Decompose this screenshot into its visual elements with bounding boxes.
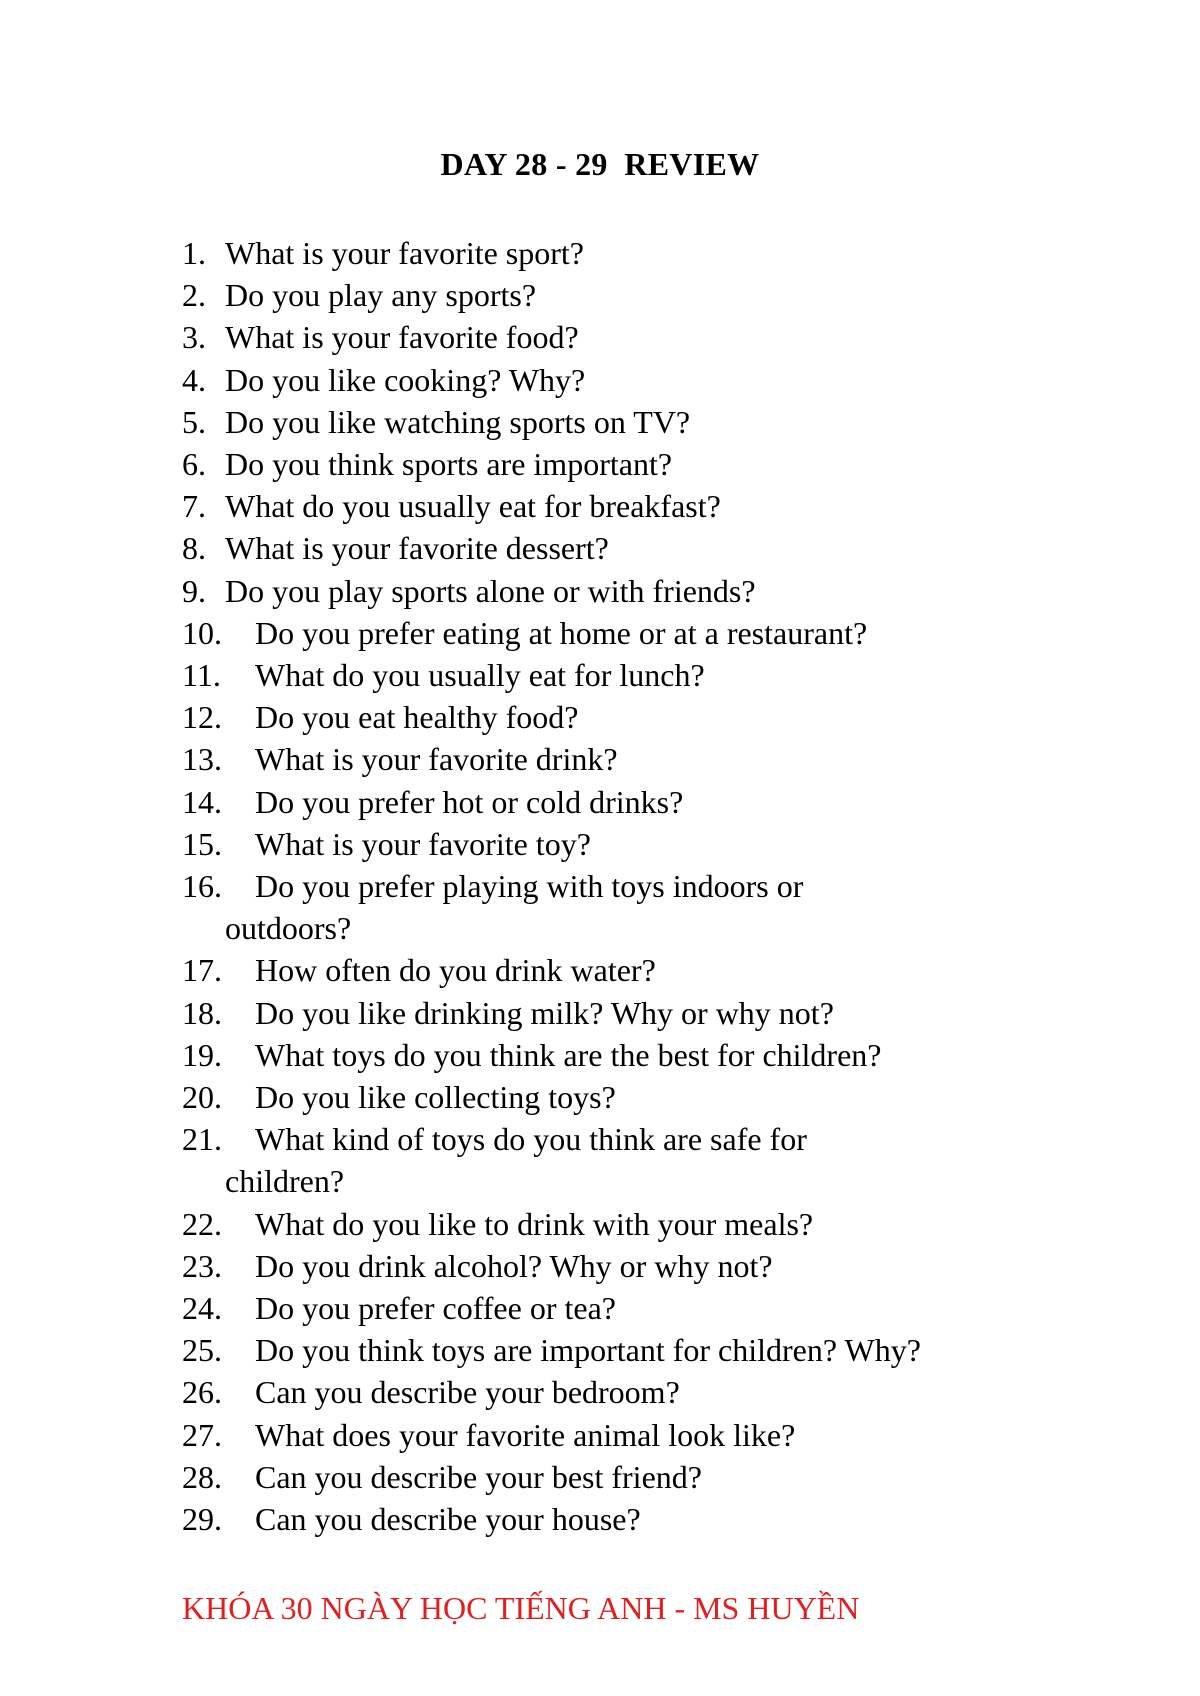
question-text: Do you play sports alone or with friends? bbox=[225, 572, 756, 609]
question-number: 19. bbox=[182, 1036, 222, 1073]
question-number: 15. bbox=[182, 825, 222, 862]
question-text: How often do you drink water? bbox=[255, 952, 656, 989]
question-number: 10. bbox=[182, 614, 222, 651]
question-text: What does your favorite animal look like? bbox=[255, 1416, 796, 1453]
list-item bbox=[182, 865, 1062, 907]
question-number: 9. bbox=[182, 572, 206, 609]
question-text: Do you think toys are important for children? Why? bbox=[255, 1332, 921, 1369]
list-item bbox=[182, 570, 1062, 612]
question-number: 25. bbox=[182, 1332, 222, 1369]
question-number: 3. bbox=[182, 319, 206, 356]
question-text: What do you usually eat for breakfast? bbox=[225, 488, 721, 525]
question-number: 29. bbox=[182, 1501, 222, 1538]
question-text: Can you describe your best friend? bbox=[255, 1458, 702, 1495]
list-item bbox=[182, 274, 1062, 316]
list-item bbox=[182, 232, 1062, 274]
question-text: Do you play any sports? bbox=[225, 277, 537, 314]
question-text: What is your favorite food? bbox=[225, 319, 579, 356]
question-number: 20. bbox=[182, 1079, 222, 1116]
question-text-continuation: children? bbox=[225, 1163, 345, 1200]
list-item bbox=[182, 443, 1062, 485]
question-text: What do you like to drink with your meals? bbox=[255, 1205, 814, 1242]
list-item bbox=[182, 1034, 1062, 1076]
list-item bbox=[182, 992, 1062, 1034]
list-item bbox=[182, 316, 1062, 358]
list-item bbox=[182, 738, 1062, 780]
list-item bbox=[182, 1203, 1062, 1245]
list-item bbox=[182, 1498, 1062, 1540]
question-number: 13. bbox=[182, 741, 222, 778]
list-item bbox=[182, 949, 1062, 991]
question-text: What toys do you think are the best for children? bbox=[255, 1036, 882, 1073]
list-item bbox=[182, 1076, 1062, 1118]
question-number: 17. bbox=[182, 952, 222, 989]
question-number: 28. bbox=[182, 1458, 222, 1495]
question-text: What is your favorite drink? bbox=[255, 741, 618, 778]
list-item-continuation bbox=[182, 907, 1062, 949]
question-number: 21. bbox=[182, 1121, 222, 1158]
question-number: 24. bbox=[182, 1290, 222, 1327]
list-item bbox=[182, 401, 1062, 443]
question-text: Do you like watching sports on TV? bbox=[225, 403, 691, 440]
question-text: Do you prefer playing with toys indoors or bbox=[255, 868, 804, 905]
list-item bbox=[182, 1456, 1062, 1498]
question-number: 11. bbox=[182, 657, 221, 694]
list-item bbox=[182, 1287, 1062, 1329]
list-item bbox=[182, 696, 1062, 738]
question-text: What is your favorite toy? bbox=[255, 825, 591, 862]
page-title: DAY 28 - 29 REVIEW bbox=[440, 146, 760, 182]
list-item bbox=[182, 781, 1062, 823]
question-text: Can you describe your house? bbox=[255, 1501, 641, 1538]
question-number: 23. bbox=[182, 1247, 222, 1284]
question-text: What is your favorite sport? bbox=[225, 235, 584, 271]
question-number: 16. bbox=[182, 868, 222, 905]
question-number: 12. bbox=[182, 699, 222, 736]
question-text: What do you usually eat for lunch? bbox=[255, 657, 705, 694]
question-number: 22. bbox=[182, 1205, 222, 1242]
question-number: 14. bbox=[182, 783, 222, 820]
list-item-continuation bbox=[182, 1160, 1062, 1202]
question-text: Do you think sports are important? bbox=[225, 446, 673, 483]
list-item bbox=[182, 485, 1062, 527]
list-item bbox=[182, 654, 1062, 696]
list-item bbox=[182, 1118, 1062, 1160]
question-number: 4. bbox=[182, 361, 206, 398]
question-text: Do you like drinking milk? Why or why not? bbox=[255, 994, 834, 1031]
list-item bbox=[182, 1329, 1062, 1371]
question-text: Do you prefer eating at home or at a restaurant? bbox=[255, 614, 868, 651]
list-item bbox=[182, 1371, 1062, 1413]
question-number: 26. bbox=[182, 1374, 222, 1411]
question-number: 1. bbox=[182, 235, 206, 271]
question-text: What kind of toys do you think are safe for bbox=[255, 1121, 807, 1158]
question-number: 5. bbox=[182, 403, 206, 440]
list-item bbox=[182, 1245, 1062, 1287]
question-text: Do you drink alcohol? Why or why not? bbox=[255, 1247, 773, 1284]
list-item bbox=[182, 1414, 1062, 1456]
list-item bbox=[182, 823, 1062, 865]
question-number: 27. bbox=[182, 1416, 222, 1453]
question-number: 6. bbox=[182, 446, 206, 483]
list-item bbox=[182, 527, 1062, 569]
question-number: 18. bbox=[182, 994, 222, 1031]
question-number: 7. bbox=[182, 488, 206, 525]
question-text: Do you eat healthy food? bbox=[255, 699, 579, 736]
question-text-continuation: outdoors? bbox=[225, 910, 352, 947]
question-text: Do you prefer coffee or tea? bbox=[255, 1290, 616, 1327]
question-text: Do you like collecting toys? bbox=[255, 1079, 616, 1116]
course-footer: KHÓA 30 NGÀY HỌC TIẾNG ANH - MS HUYỀN bbox=[182, 1590, 860, 1626]
question-text: Do you like cooking? Why? bbox=[225, 361, 586, 398]
list-item bbox=[182, 612, 1062, 654]
question-text: Can you describe your bedroom? bbox=[255, 1374, 680, 1411]
question-number: 8. bbox=[182, 530, 206, 567]
question-text: What is your favorite dessert? bbox=[225, 530, 609, 567]
list-item bbox=[182, 359, 1062, 401]
question-number: 2. bbox=[182, 277, 206, 314]
question-list bbox=[182, 232, 1062, 1540]
question-text: Do you prefer hot or cold drinks? bbox=[255, 783, 684, 820]
